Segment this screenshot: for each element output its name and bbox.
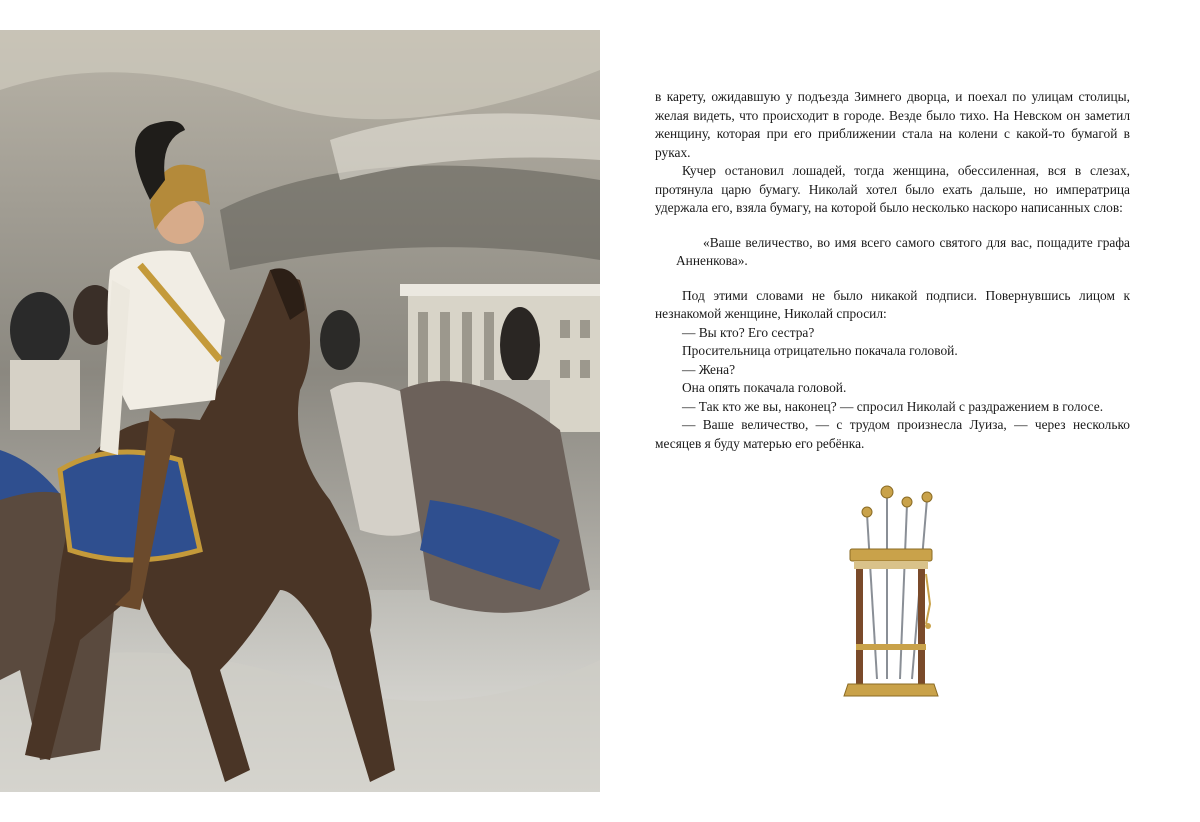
dialogue-line: Просительница отрицательно покачала головой. [682,343,958,358]
paragraph: Кучер остановил лошадей, тогда женщина, обессиленная, вся в слезах, протянула царю бумагу. Николай хотел было ехать дальше, но императрица удержала его, взяла бумагу, на которой было несколько наскоро написанных слов: [655,163,1130,215]
dialogue-line: — Ваше величество, — с трудом произнесла Луиза, — через несколько месяцев я буду матерью его ребёнка. [655,417,1130,451]
dialogue-line: — Вы кто? Его сестра? [682,324,815,340]
dialogue-line: Она опять покачала головой. [682,380,847,395]
paragraph: Под этими словами не было никакой подписи. Повернувшись лицом к незнакомой женщине, Николай спросил: [655,287,1130,321]
sword-stand-icon [842,474,942,702]
dialogue-line: — Жена? [682,361,736,377]
paragraph: в карету, ожидавшую у подъезда Зимнего дворца, и поехал по улицам столицы, желая видеть, что происходит в городе. Везде было тихо. На Невском он заметил женщину, которая при его приближении стала на колени с какой-то бумагой в руках. [655,89,1130,160]
cavalry-illustration [0,30,600,792]
quotation: «Ваше величество, во имя всего самого святого для вас, пощадите графа Анненкова». [676,234,1130,268]
page-text [655,88,1130,453]
dialogue-line: — Так кто же вы, наконец? — спросил Николай с раздражением в голосе. [682,398,1104,414]
